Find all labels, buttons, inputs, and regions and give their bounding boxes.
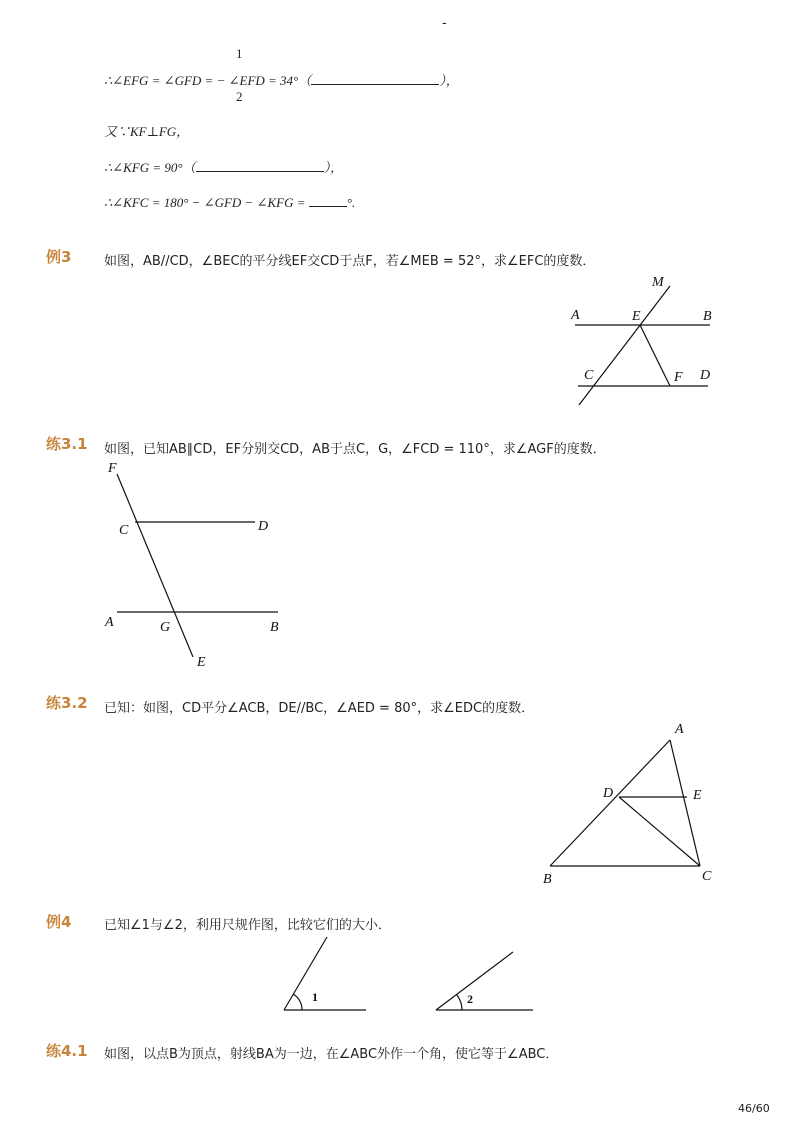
- fraction-bar: −: [216, 73, 226, 88]
- point-label-b: B: [270, 620, 279, 635]
- point-label-f: F: [674, 370, 683, 385]
- problem-label-ex4-1: 练4.1: [46, 1042, 88, 1060]
- point-label-b: B: [543, 872, 552, 887]
- angle-2-arc: [457, 995, 462, 1010]
- proof-line-1-end: ），: [439, 73, 459, 88]
- proof-line-4-pre: ∴∠KFC = 180° − ∠GFD − ∠KFG =: [104, 195, 306, 210]
- point-label-a: A: [571, 308, 580, 323]
- point-label-c: C: [702, 869, 712, 884]
- point-label-e: E: [693, 788, 702, 803]
- point-label-e: E: [632, 309, 641, 324]
- angle-2-ray-slanted: [436, 952, 513, 1010]
- fraction-denominator: 2: [236, 89, 243, 104]
- angle-label-1: 1: [312, 990, 318, 1004]
- page-number: 46/60: [738, 1102, 770, 1115]
- problem-text-ex4: 已知∠1与∠2，利用尺规作图，比较它们的大小．: [104, 918, 391, 933]
- point-label-g: G: [160, 620, 171, 635]
- point-label-e: E: [197, 655, 206, 670]
- angle-1-ray-slanted: [284, 937, 327, 1010]
- proof-line-3-end: ），: [323, 160, 344, 175]
- proof-line-1-pre: ∴∠EFG = ∠GFD =: [104, 73, 214, 88]
- problem-label-ex3-2: 练3.2: [46, 694, 88, 712]
- problem-text-ex3: 如图，AB//CD，∠BEC的平分线EF交CD于点F，若∠MEB = 52°，求∠EFC的度数．: [104, 254, 596, 269]
- problem-label-ex3: 例3: [46, 248, 72, 266]
- point-label-d: D: [258, 519, 269, 534]
- point-label-c: C: [119, 523, 129, 538]
- problem-label-ex4: 例4: [46, 913, 72, 931]
- point-label-b: B: [703, 309, 712, 324]
- point-label-c: C: [584, 368, 594, 383]
- proof-line-3-pre: ∴∠KFG = 90°（: [104, 160, 196, 175]
- proof-line-1-post: ∠EFD = 34°（: [228, 73, 312, 88]
- point-label-f: F: [108, 461, 117, 476]
- angle-label-2: 2: [467, 992, 473, 1006]
- problem-text-ex4-1: 如图，以点B为顶点，射线BA为一边，在∠ABC外作一个角，使它等于∠ABC．: [104, 1047, 559, 1062]
- angle-1-arc: [293, 994, 302, 1010]
- fraction-numerator: 1: [236, 46, 243, 61]
- problem-text-ex3-2: 已知：如图，CD平分∠ACB，DE//BC，∠AED = 80°，求∠EDC的度数．: [104, 701, 535, 716]
- point-label-d: D: [700, 368, 711, 383]
- point-label-m: M: [652, 275, 664, 290]
- proof-line-2: 又∵KF⊥FG，: [104, 124, 190, 139]
- point-label-d: D: [603, 786, 614, 801]
- problem-label-ex3-1: 练3.1: [46, 435, 88, 453]
- problem-text-ex3-1: 如图，已知AB∥CD，EF分别交CD，AB于点C，G，∠FCD = 110°，求∠AGF的度数．: [104, 442, 606, 457]
- top-mark: -: [442, 16, 447, 31]
- point-label-a: A: [675, 722, 684, 737]
- proof-line-4-end: °.: [346, 195, 356, 210]
- point-label-a: A: [105, 615, 114, 630]
